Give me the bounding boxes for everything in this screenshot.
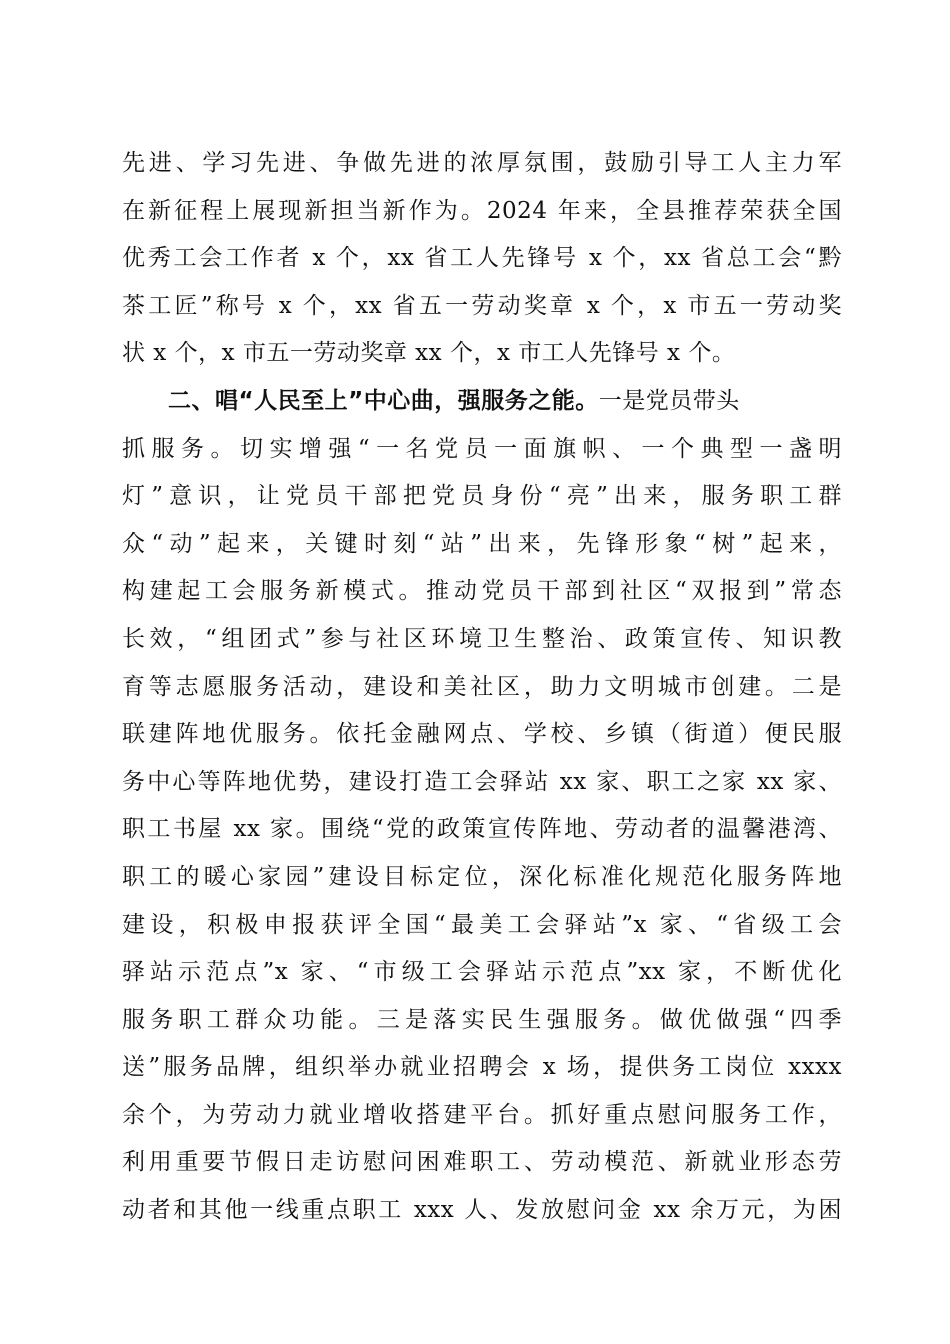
text-line: 在新征程上展现新担当新作为。2024 年来，全县推荐荣获全国 — [122, 197, 842, 224]
text-line: 先进、学习先进、争做先进的浓厚氛围，鼓励引导工人主力军 — [122, 150, 842, 176]
body-text — [122, 140, 842, 1235]
text-span: 一是党员带头 — [598, 387, 740, 414]
text-line: 利用重要节假日走访慰问困难职工、劳动模范、新就业形态劳 — [122, 1149, 842, 1176]
text-line: 驿站示范点”x 家、“市级工会驿站示范点”xx 家，不断优化 — [122, 959, 842, 986]
text-line: 职工的暖心家园”建设目标定位，深化标准化规范化服务阵地 — [122, 863, 842, 890]
text-line: 余个，为劳动力就业增收搭建平台。抓好重点慰问服务工作， — [122, 1101, 842, 1128]
text-line: 构建起工会服务新模式。推动党员干部到社区“双报到”常态 — [122, 578, 842, 605]
text-line: 茶工匠”称号 x 个，xx 省五一劳动奖章 x 个，x 市五一劳动奖 — [122, 292, 842, 319]
text-line: 状 x 个，x 市五一劳动奖章 xx 个，x 市工人先锋号 x 个。 — [122, 340, 736, 367]
text-line: 灯”意识，让党员干部把党员身份“亮”出来，服务职工群 — [122, 483, 842, 510]
paragraph-2 — [122, 378, 842, 1235]
text-line: 送”服务品牌，组织举办就业招聘会 x 场，提供务工岗位 xxxx — [122, 1054, 842, 1081]
paragraph-2-first-line — [122, 378, 842, 426]
section-heading: 二、唱“人民至上”中心曲，强服务之能。 — [168, 387, 599, 414]
text-line: 职工书屋 xx 家。围绕“党的政策宣传阵地、劳动者的温馨港湾、 — [122, 816, 842, 843]
text-line: 育等志愿服务活动，建设和美社区，助力文明城市创建。二是 — [122, 673, 842, 700]
paragraph-1 — [122, 140, 842, 378]
text-line: 优秀工会工作者 x 个，xx 省工人先锋号 x 个，xx 省总工会“黔 — [122, 245, 842, 272]
text-line: 长效，“组团式”参与社区环境卫生整治、政策宣传、知识教 — [122, 625, 842, 652]
text-line: 服务职工群众功能。三是落实民生强服务。做优做强“四季 — [122, 1006, 842, 1033]
text-line: 抓服务。切实增强“一名党员一面旗帜、一个典型一盏明 — [122, 435, 842, 462]
text-line: 众“动”起来，关键时刻“站”出来，先锋形象“树”起来， — [122, 530, 842, 557]
text-line: 动者和其他一线重点职工 xxx 人、发放慰问金 xx 余万元，为困 — [122, 1197, 842, 1224]
text-line: 联建阵地优服务。依托金融网点、学校、乡镇（街道）便民服 — [122, 721, 842, 748]
text-line: 建设，积极申报获评全国“最美工会驿站”x 家、“省级工会 — [122, 911, 842, 938]
text-line: 务中心等阵地优势，建设打造工会驿站 xx 家、职工之家 xx 家、 — [122, 768, 842, 795]
